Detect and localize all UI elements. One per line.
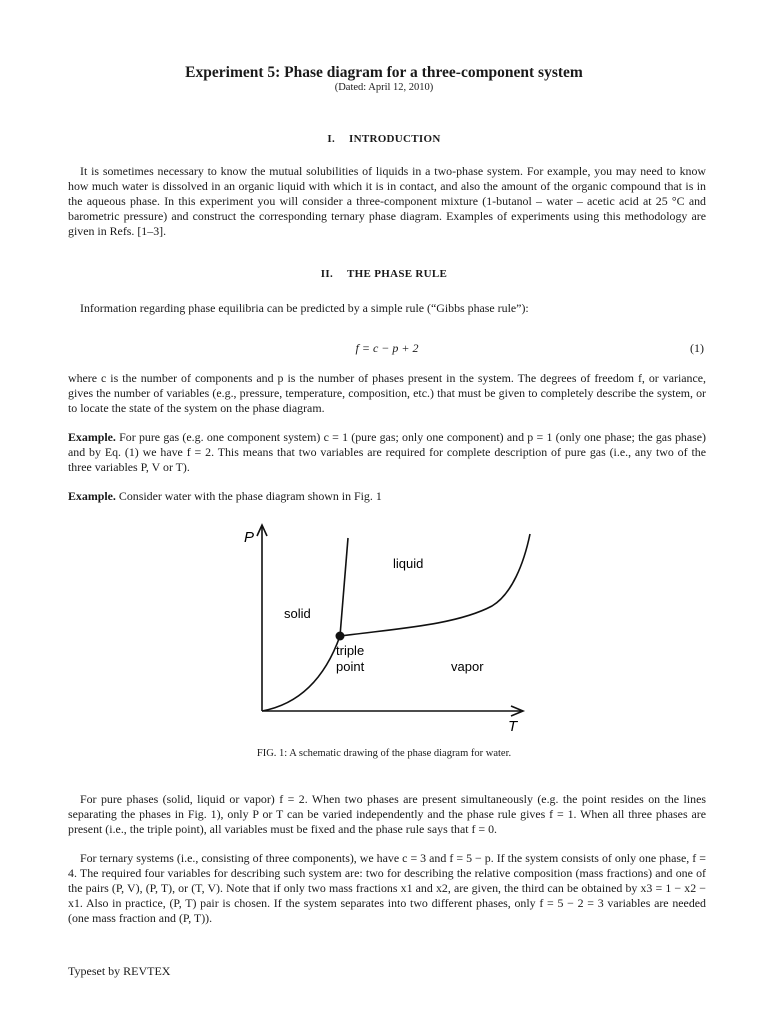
region-label-solid: solid [284, 606, 311, 621]
section-number: II. [320, 268, 334, 280]
section-title: INTRODUCTION [349, 133, 441, 145]
section-number: I. [327, 133, 335, 145]
section-title: THE PHASE RULE [347, 268, 448, 280]
paper-title: Experiment 5: Phase diagram for a three-component system [185, 64, 583, 81]
footer-typeset: Typeset by REVTEX [68, 964, 171, 978]
equation-formula: f = c − p + 2 [355, 341, 419, 355]
axis-label-p: P [244, 529, 255, 546]
phase-rule-intro: Information regarding phase equilibria can be predicted by a simple rule (“Gibbs phase rule”): [80, 301, 529, 315]
triple-point-label: triple [336, 643, 365, 658]
region-label-vapor: vapor [451, 659, 484, 674]
equation-number: (1) [690, 341, 704, 355]
section-heading-introduction [0, 133, 768, 145]
example-label: Example. [68, 430, 116, 444]
section-heading-phase-rule [0, 268, 768, 280]
figure-caption: FIG. 1: A schematic drawing of the phase diagram for water. [256, 748, 512, 759]
solid-vapor-curve [262, 636, 340, 711]
phase-diagram-figure [230, 518, 540, 740]
example-1 [68, 430, 706, 475]
ternary-paragraph: For ternary systems (i.e., consisting of three components), we have c = 3 and f = 5 − p. If the system consists of only one phase, f = 4. The required four variables for describing such system are: two for describing the relative composition (mass fractions) and one of the pairs (P, V), (P, T), or (T, V). Note that if only two mass fractions x1 and x2, are given, the third can be obtained by x3 = 1 − x2 − x1. Also in practice, (P, T) pair is chosen. If the system separates into two different phases, only f = 5 − 2 = 3 variables are needed (one mass fraction and (P, T)). [68, 851, 706, 925]
triple-point-label-line2: point [336, 659, 365, 674]
example-text: Consider water with the phase diagram shown in Fig. 1 [118, 489, 382, 503]
region-label-liquid: liquid [393, 556, 424, 571]
triple-point-marker [336, 632, 345, 641]
example-label: Example. [68, 489, 116, 503]
equation-1 [68, 341, 706, 359]
solid-liquid-line [340, 538, 348, 636]
pure-phases-paragraph: For pure phases (solid, liquid or vapor) f = 2. When two phases are present simultaneously (e.g. the point resides on the lines separating the phases in Fig. 1), only P or T can be varied independently and the phase rule gives f = 1. When all three phases are present (i.e., the triple point), all variables must be fixed and the phase rule says that f = 0. [68, 792, 706, 836]
liquid-vapor-curve [340, 534, 530, 636]
example-2 [68, 489, 706, 504]
where-paragraph: where c is the number of components and p is the number of phases present in the system. The degrees of freedom f, or variance, gives the number of variables (e.g., pressure, temperature, composition, etc.) that must be given to completely describe the system, or to locate the state of the system on the phase diagram. [68, 371, 706, 415]
axis-label-t: T [508, 718, 518, 735]
example-text: For pure gas (e.g. one component system) c = 1 (pure gas; only one component) and p = 1 (only one phase; the gas phase) and by Eq. (1) we have f = 2. This means that two variables are required for complete description of pure gas (i.e., any two of the three variables P, V or T). [68, 430, 706, 474]
paper-date: (Dated: April 12, 2010) [334, 82, 434, 93]
intro-paragraph: It is sometimes necessary to know the mutual solubilities of liquids in a two-phase system. For example, you may need to know how much water is dissolved in an organic liquid with which it is in contact, and also the amount of the organic compound that is in the aqueous phase. In this experiment you will consider a three-component mixture (1-butanol – water – acetic acid at 25 °C and barometric pressure) and construct the corresponding ternary phase diagram. Examples of experiments using this methodology are given in Refs. [1–3]. [68, 164, 706, 238]
